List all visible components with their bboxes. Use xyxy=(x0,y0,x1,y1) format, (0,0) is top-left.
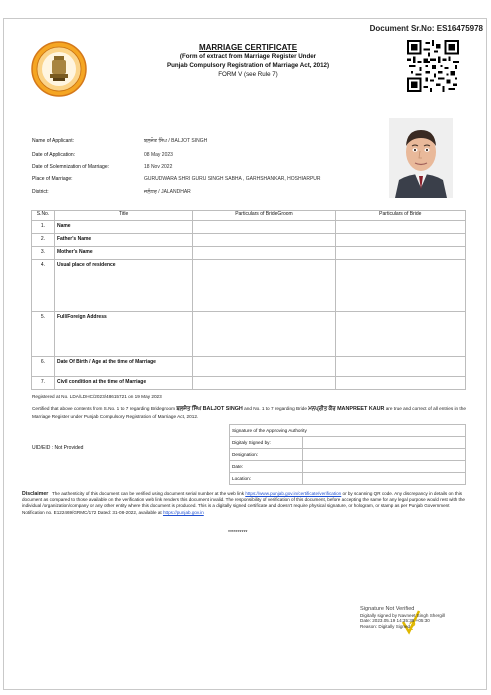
table-row xyxy=(32,260,466,312)
location-value xyxy=(303,473,466,485)
digital-signature-block xyxy=(360,607,480,629)
table-row xyxy=(32,312,466,357)
bride-father-cell xyxy=(335,234,465,247)
header-bride: Particulars of Bride xyxy=(335,211,465,221)
row-title: Name xyxy=(54,221,192,234)
row-title: Father's Name xyxy=(54,234,192,247)
form-reference: FORM V (see Rule 7) xyxy=(218,71,278,78)
table-header-row xyxy=(32,211,466,221)
row-title: Civil condition at the time of Marriage xyxy=(54,377,192,390)
applicant-name-value: ਬਲਜੋਤ ਸਿੰਘ / BALJOT SINGH xyxy=(144,138,208,144)
date-of-application-label: Date of Application: xyxy=(32,152,76,158)
table-row xyxy=(32,234,466,247)
date-of-application-value: 08 May 2023 xyxy=(144,152,173,158)
bridegroom-civil-condition-cell xyxy=(193,377,335,390)
bridegroom-residence-cell xyxy=(193,260,335,312)
qr-code-icon[interactable] xyxy=(407,40,459,92)
applicant-photo-image xyxy=(389,118,453,198)
bridegroom-address-cell xyxy=(193,312,335,357)
date-value xyxy=(303,461,466,473)
punjab-government-seal-icon xyxy=(30,40,88,98)
row-sno: 4. xyxy=(32,260,55,312)
bridegroom-father-cell xyxy=(193,234,335,247)
place-of-marriage-label: Place of Marriage: xyxy=(32,176,73,182)
applicant-photo xyxy=(389,118,453,198)
signature-signed-by: Digitally signed by Navneet Singh Shergill xyxy=(360,612,446,618)
digitally-signed-by-label: Digitaly Signed by: xyxy=(230,437,303,449)
bride-dob-cell xyxy=(335,357,465,377)
row-sno: 1. xyxy=(32,221,55,234)
row-sno: 7. xyxy=(32,377,55,390)
certificate-subtitle-1: (Form of extract from Marriage Register Under xyxy=(179,53,317,60)
table-row xyxy=(32,357,466,377)
punjab-gov-link[interactable]: https://punjab.gov.in xyxy=(162,509,204,515)
row-title: Mother's Name xyxy=(54,247,192,260)
approving-authority-table xyxy=(229,424,466,485)
row-title: Date Of Birth / Age at the time of Marriage xyxy=(54,357,192,377)
applicant-name-label: Name of Applicant: xyxy=(32,138,74,144)
svg-text:?: ? xyxy=(409,619,416,633)
bride-residence-cell xyxy=(335,260,465,312)
location-label: Location: xyxy=(230,473,303,485)
table-row xyxy=(32,221,466,234)
bridegroom-mother-cell xyxy=(193,247,335,260)
end-of-document-stars: ********** xyxy=(228,530,248,536)
document-serial-number: Document Sr.No: ES16475978 xyxy=(369,24,483,33)
designation-label: Designation: xyxy=(230,449,303,461)
bridegroom-dob-cell xyxy=(193,357,335,377)
district-label: District: xyxy=(32,189,49,195)
certificate-header xyxy=(100,43,396,79)
approving-authority-title: Signature of the Approving Authority xyxy=(230,425,466,437)
verification-link[interactable]: https://www.punjab.gov.in/certificate/verification xyxy=(245,491,342,496)
header-sno: S.No. xyxy=(32,211,55,221)
certificate-subtitle-2: Punjab Compulsory Registration of Marriage Act, 2012) xyxy=(166,62,330,69)
signature-date: Date: 2023.05.19 14:35:38 +05:30 xyxy=(360,618,430,624)
particulars-table xyxy=(31,210,466,390)
designation-value xyxy=(303,449,466,461)
registration-number: Registered at No. LDA/LDHC/2023/48615721 on 19 May 2023 xyxy=(32,394,162,399)
certify-bride-name: ਮਨਪ੍ਰੀਤ ਕੌਰ MANPREET KAUR xyxy=(308,406,385,412)
date-of-solemnization-label: Date of Solemnization of Marriage: xyxy=(32,164,109,170)
signature-reason: Reason: Digitally Signed xyxy=(360,623,411,629)
table-row xyxy=(32,377,466,390)
disclaimer-heading: Disclaimer xyxy=(22,491,49,497)
certificate-title: MARRIAGE CERTIFICATE xyxy=(198,43,298,52)
uid-eid: UID/EID : Not Provided xyxy=(32,445,84,451)
bride-mother-cell xyxy=(335,247,465,260)
date-of-solemnization-value: 18 Nov 2022 xyxy=(144,164,173,170)
row-title: Usual place of residence xyxy=(54,260,192,312)
certify-mid: and No. 1 to 7 regarding Bride xyxy=(244,406,307,411)
row-title: Full/Foreign Address xyxy=(54,312,192,357)
bride-civil-condition-cell xyxy=(335,377,465,390)
bridegroom-name-cell xyxy=(193,221,335,234)
table-row xyxy=(32,247,466,260)
disclaimer-text-2: or by scanning QR code. Any discrepancy in details on this document as compared to those available on the verification web link renders this document invalid. The responsibility of verification of this document, before accepting the same for any legal purpose would rest with the individual /organization/company or any other entity where this document is produced. This is a digitally signed certificate and doesn't require physical signature, or hologram, or stamp as per Punjab Government Notification no. E122469/GRMC/172 Dated: 31-08-2022, available at xyxy=(22,491,465,515)
bride-address-cell xyxy=(335,312,465,357)
row-sno: 2. xyxy=(32,234,55,247)
row-sno: 6. xyxy=(32,357,55,377)
certify-groom-name: ਬਲਜੋਤ ਸਿੰਘ BALJOT SINGH xyxy=(176,406,243,412)
header-title: Title xyxy=(54,211,192,221)
disclaimer-text-1: The authenticity of this document can be verified using document serial number at the web link xyxy=(52,491,245,496)
place-of-marriage-value: GURUDWARA SHRI GURU SINGH SABHA , GARHSHANKAR, HOSHIARPUR xyxy=(144,176,321,182)
certification-statement xyxy=(32,405,468,420)
row-sno: 3. xyxy=(32,247,55,260)
digitally-signed-by-value xyxy=(303,437,466,449)
signature-status: Signature Not Verified xyxy=(360,606,415,612)
certify-pre: Certified that above contents from S.No. 1 to 7 regarding Bridegroom xyxy=(32,406,176,411)
certify-post: are true and correct of all entries in the Marriage Register under Punjab Compulsory Registration of Marriage Act, 2012. xyxy=(32,406,466,419)
disclaimer xyxy=(22,491,468,516)
bride-name-cell xyxy=(335,221,465,234)
district-value: ਜਲੰਧਰ / JALANDHAR xyxy=(144,189,191,195)
row-sno: 5. xyxy=(32,312,55,357)
header-bridegroom: Particulars of BrideGroom xyxy=(193,211,335,221)
date-label: Date: xyxy=(230,461,303,473)
